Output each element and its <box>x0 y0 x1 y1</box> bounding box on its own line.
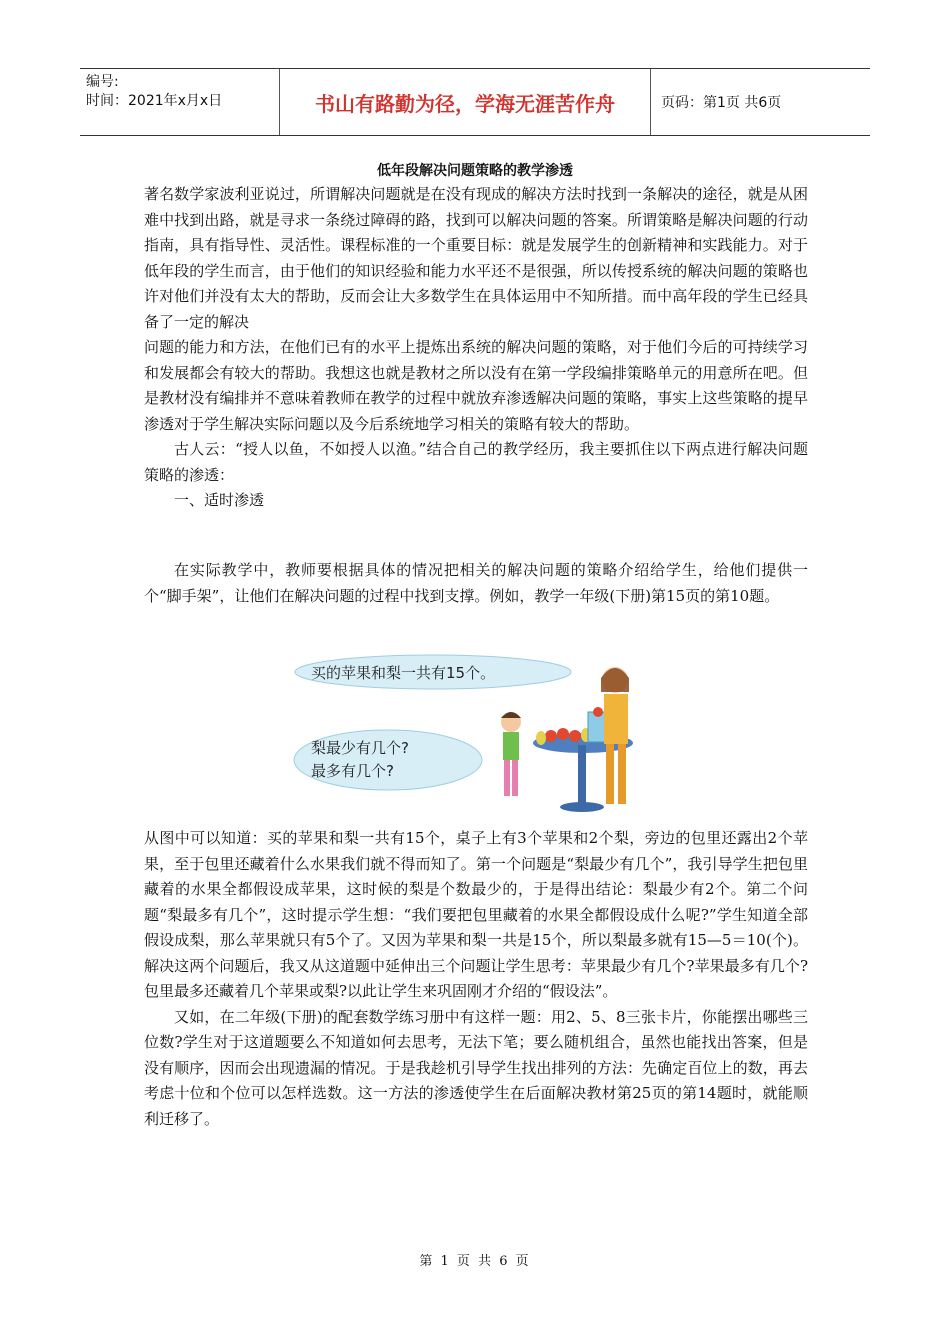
pear-icon <box>536 731 546 745</box>
header-page-info: 页码：第1页 共6页 <box>661 95 782 111</box>
apple-icon <box>557 728 569 740</box>
apple-icon <box>545 730 557 742</box>
page-footer: 第 1 页 共 6 页 <box>419 1254 531 1269</box>
page-header <box>80 68 870 136</box>
table-leg <box>578 745 586 805</box>
girl-hair <box>501 712 521 718</box>
date-label: 时间：2021年x月x日 <box>86 93 223 109</box>
document-title: 低年段解决问题策略的教学渗透 <box>377 163 573 179</box>
text-block-3 <box>144 826 808 1132</box>
illustration-svg <box>293 650 648 815</box>
paragraph-intro: 著名数学家波利亚说过，所谓解决问题就是在没有现成的解决方法时找到一条解决的途径，就是从困难中找到出路，就是寻求一条绕过障碍的路，找到可以解决问题的答案。所谓策略是解决问题的行动指南，具有指导性、灵活性。课程标准的一个重要目标：就是发展学生的创新精神和实践能力。对于低年段的学生而言，由于他们的知识经验和能力水平还不是很强，所以传授系统的解决问题的策略也许对他们并没有太大的帮助，反而会让大多数学生在具体运用中不知所措。而中高年段的学生已经具备了一定的解决 <box>144 185 808 331</box>
girl-leg <box>512 760 518 796</box>
paragraph-quote: 古人云：“授人以鱼，不如授人以渔。”结合自己的教学经历，我主要抓住以下两点进行解决问题策略的渗透： <box>144 440 808 484</box>
question-2-text: 最多有几个? <box>311 762 394 780</box>
text-block-2 <box>144 558 808 609</box>
header-motto: 书山有路勤为径，学海无涯苦作舟 <box>280 69 651 135</box>
paragraph-analysis: 从图中可以知道：买的苹果和梨一共有15个，桌子上有3个苹果和2个梨，旁边的包里还露出2个苹果，至于包里还藏着什么水果我们就不得而知了。第一个问题是“梨最少有几个”，我引导学生把包里藏着的水果全都假设成苹果，这时候的梨是个数最少的，于是得出结论：梨最少有2个。第二个问题“梨最多有几个”，这时提示学生想：“我们要把包里藏着的水果全都假设成什么呢?”学生知道全部假设成梨，那么苹果就只有5个了。又因为苹果和梨一共是15个，所以梨最多就有15—5＝10(个)。解决这两个问题后，我又从这道题中延伸出三个问题让学生思考：苹果最少有几个?苹果最多有几个?包里最多还藏着几个苹果或梨?以此让学生来巩固刚才介绍的“假设法”。 <box>144 829 808 1000</box>
speech-top-text: 买的苹果和梨一共有15个。 <box>311 664 496 682</box>
text-block-1 <box>144 182 808 514</box>
paragraph-example-intro: 在实际教学中，教师要根据具体的情况把相关的解决问题的策略介绍给学生，给他们提供一个“脚手架”，让他们在解决问题的过程中找到支撑。例如，教学一年级(下册)第15页的第10题。 <box>144 561 808 605</box>
paragraph-second-example: 又如，在二年级(下册)的配套数学练习册中有这样一题：用2、5、8三张卡片，你能摆出哪些三位数?学生对于这道题要么不知道如何去思考，无法下笔；要么随机组合，虽然也能找出答案，但是没有顺序，因而会出现遗漏的情况。于是我趁机引导学生找出排列的方法：先确定百位上的数，再去考虑十位和个位可以怎样选数。这一方法的渗透使学生在后面解决教材第25页的第14题时，就能顺利迁移了。 <box>144 1007 808 1128</box>
apple-icon <box>569 730 581 742</box>
paragraph-continuation: 问题的能力和方法，在他们已有的水平上提炼出系统的解决问题的策略，对于他们今后的可持续学习和发展都会有较大的帮助。我想这也就是教材之所以没有在第一学段编排策略单元的用意所在吧。但是教材没有编排并不意味着教师在教学的过程中就放弃渗透解决问题的策略，事实上这些策略的提早渗透对于学生解决实际问题以及今后系统地学习相关的策略有较大的帮助。 <box>144 338 808 433</box>
illustration-figure <box>293 650 648 815</box>
mother-leg <box>618 744 626 804</box>
code-label: 编号: <box>86 74 119 90</box>
girl-leg <box>504 760 510 796</box>
mother-leg <box>606 744 614 804</box>
header-left-cell <box>80 69 280 135</box>
section-heading-1: 一、适时渗透 <box>174 491 265 509</box>
question-1-text: 梨最少有几个? <box>311 739 409 757</box>
apple-icon <box>593 707 603 717</box>
mother-body <box>604 694 628 744</box>
table-base <box>560 802 604 812</box>
girl-body <box>503 732 519 760</box>
